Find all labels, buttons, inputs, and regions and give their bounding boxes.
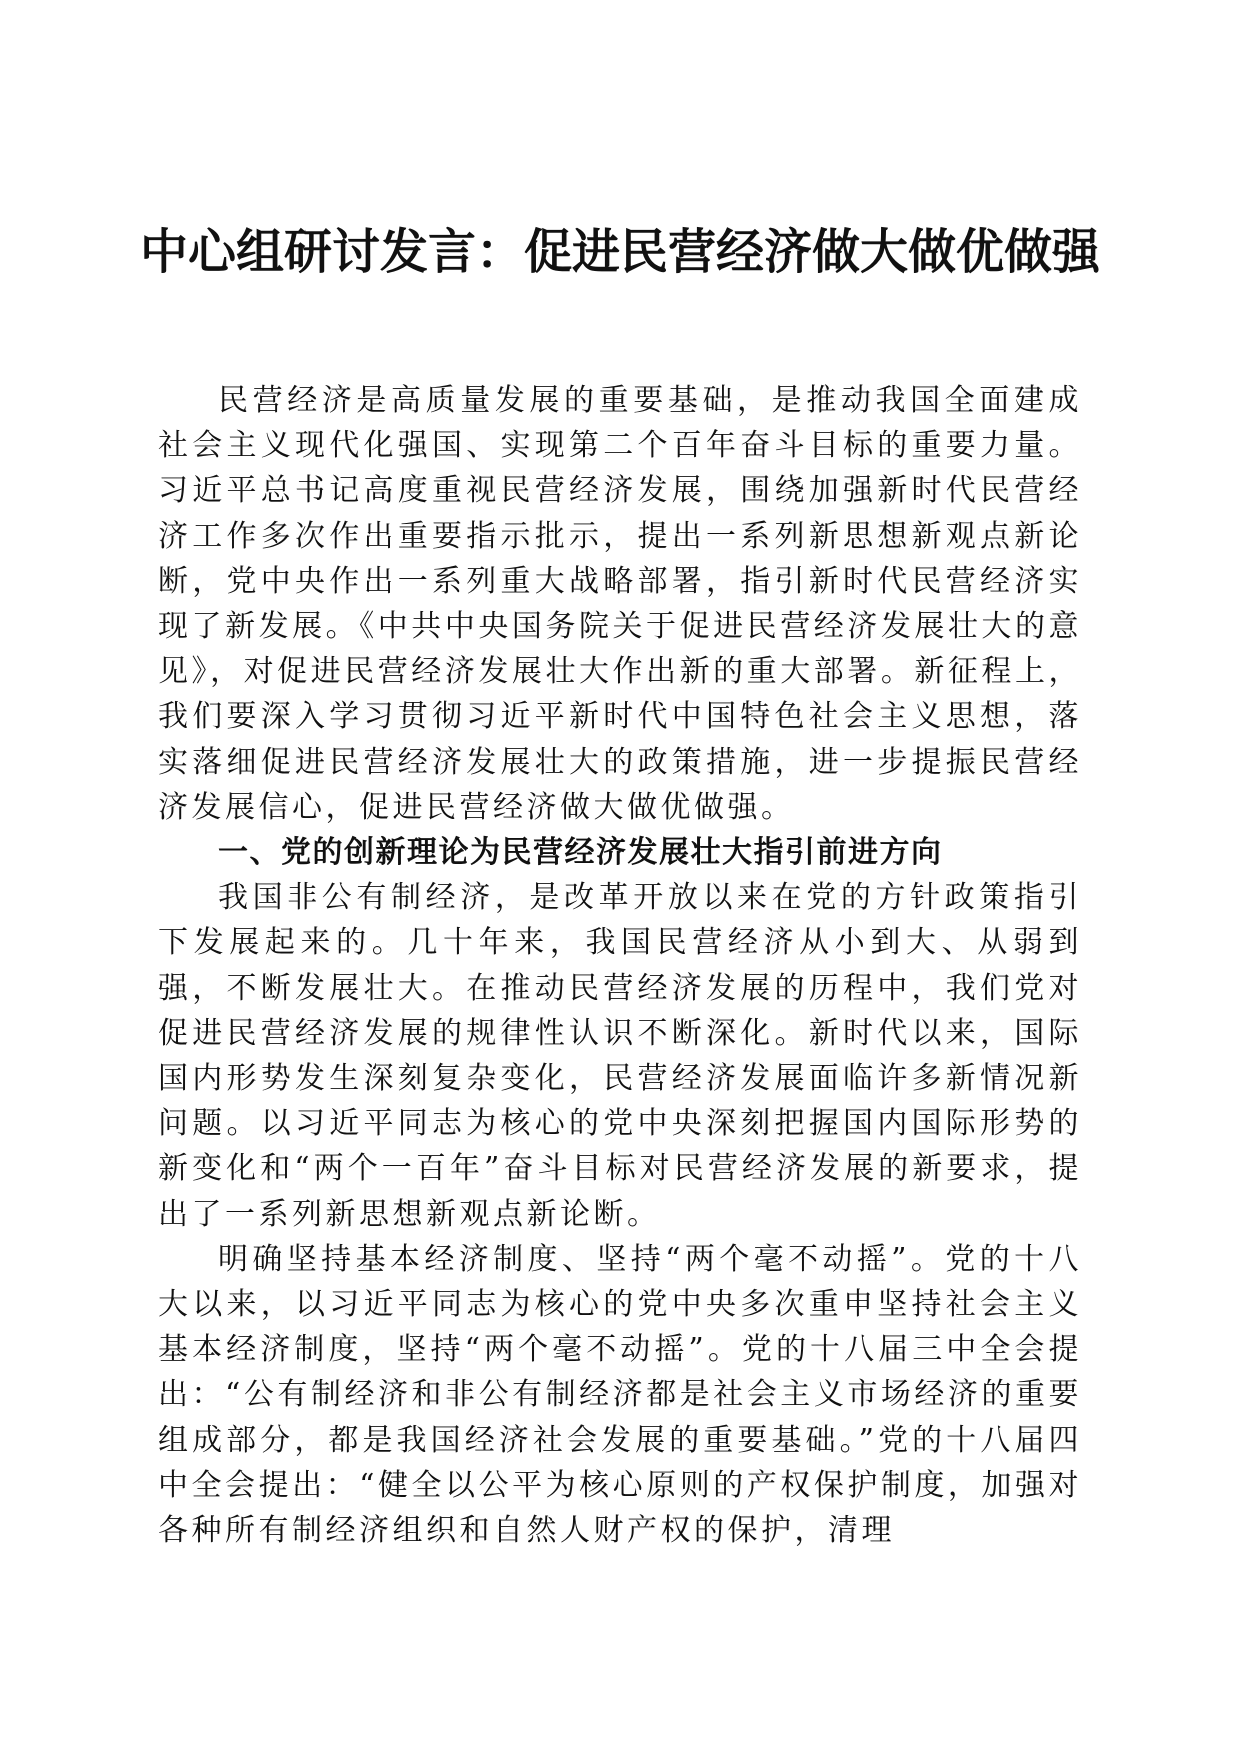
document-body <box>158 378 1082 1553</box>
section-paragraph-2: 明确坚持基本经济制度、坚持“两个毫不动摇”。党的十八大以来，以习近平同志为核心的党中央多次重申坚持社会主义基本经济制度，坚持“两个毫不动摇”。党的十八届三中全会提出：“公有制经济和非公有制经济都是社会主义市场经济的重要组成部分，都是我国经济社会发展的重要基础。”党的十八届四中全会提出：“健全以公平为核心原则的产权保护制度，加强对各种所有制经济组织和自然人财产权的保护，清理 <box>158 1241 1082 1549</box>
intro-paragraph: 民营经济是高质量发展的重要基础，是推动我国全面建成社会主义现代化强国、实现第二个百年奋斗目标的重要力量。习近平总书记高度重视民营经济发展，围绕加强新时代民营经济工作多次作出重要指示批示，提出一系列新思想新观点新论断，党中央作出一系列重大战略部署，指引新时代民营经济实现了新发展。《中共中央国务院关于促进民营经济发展壮大的意见》，对促进民营经济发展壮大作出新的重大部署。新征程上，我们要深入学习贯彻习近平新时代中国特色社会主义思想，落实落细促进民营经济发展壮大的政策措施，进一步提振民营经济发展信心，促进民营经济做大做优做强。 <box>158 383 1082 825</box>
section-paragraph-1: 我国非公有制经济，是改革开放以来在党的方针政策指引下发展起来的。几十年来，我国民营经济从小到大、从弱到强，不断发展壮大。在推动民营经济发展的历程中，我们党对促进民营经济发展的规律性认识不断深化。新时代以来，国际国内形势发生深刻复杂变化，民营经济发展面临许多新情况新问题。以习近平同志为核心的党中央深刻把握国内国际形势的新变化和“两个一百年”奋斗目标对民营经济发展的新要求，提出了一系列新思想新观点新论断。 <box>158 880 1082 1232</box>
section-heading: 一、党的创新理论为民营经济发展壮大指引前进方向 <box>218 835 943 871</box>
document-title: 中心组研讨发言：促进民营经济做大做优做强 <box>139 224 1100 280</box>
